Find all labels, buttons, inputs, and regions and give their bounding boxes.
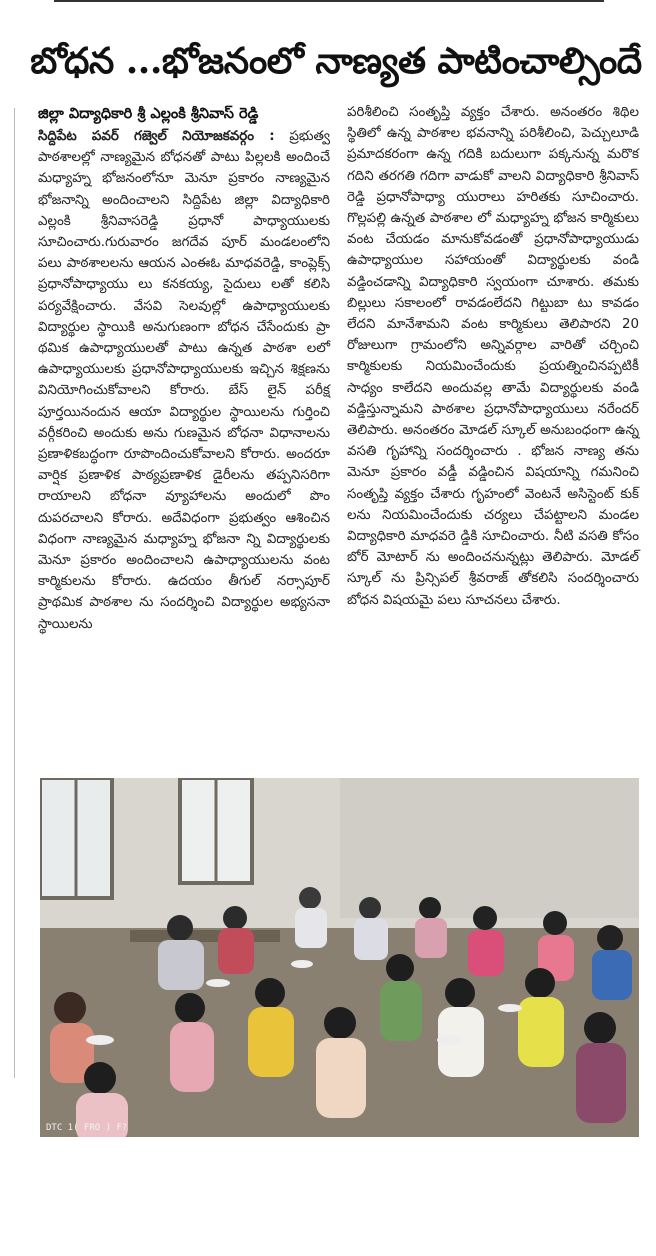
- dateline: సిద్దిపేట పవర్ గజ్వెల్ నియోజకవర్గం :: [38, 129, 275, 144]
- photo-illustration: [40, 778, 639, 1137]
- news-photo-students-eating-lunch: [40, 778, 639, 1137]
- photo-timestamp: DTC 1( FRO ) F?: [46, 1123, 128, 1133]
- article-body-left: [38, 126, 330, 635]
- left-margin-rule: [14, 108, 15, 1078]
- article-column-left: [38, 102, 330, 635]
- headline: బోధన ...భోజనంలో నాణ్యత పాటించాల్సిందే: [30, 40, 642, 82]
- top-rule: [54, 0, 604, 2]
- body-text-right: పరిశీలించి సంతృప్తి వ్యక్తం చేశారు. అనంతరం శిథిల స్థితిలో ఉన్న పాఠశాల భవనాన్ని పరిశీలించి, పెచ్చులూడి ప్రమాదకరంగా ఉన్న గదికి బదులుగా పక్కనున్న మరొక గదిని తరగతి గదిగా వాడుకో వాలని విద్యాధికారి శ్రీనివాస్ రెడ్డి ప్రధానోపాధ్యా యురాలు హరితకు సూచించారు. గొల్లపల్లి ఉన్నత పాఠశాల లో మధ్యాహ్న భోజన కార్మికులు వంట చేయడం మానుకోవడంతో ప్రధానోపాధ్యాయుడు ఉపాధ్యాయుల సహాయంతో విద్యార్థులకు వండి వడ్డించడాన్ని విద్యాధికారి స్వయంగా చూశారు. తమకు బిల్లులు సకాలంలో రావడంలేదని గిట్టుబా టు కావడం లేదని మానేశామని వంట కార్మికులు తెలిపారని 20 రోజులుగా గ్రామంలోని అన్నివర్గాల వారితో చర్చించి కార్మికులకు నియమించేందుకు ప్రయత్నించినప్పటికీ సాధ్యం కాలేదని అందువల్ల తామే విద్యార్థులకు వండి వడ్డిస్తున్నామని పాఠశాల ప్రధానోపాధ్యాయులు నరేందర్ తెలిపారు. అనంతరం మోడల్ స్కూల్ అనుబంధంగా ఉన్న వసతి గృహాన్ని సందర్శించారు . భోజన నాణ్య తను మెనూ ప్రకారం వడ్డీ వడ్డించిన విషయాన్ని గమనించి సంతృప్తి వ్యక్తం చేశారు గృహంలో వెంటనే అసిస్టెంట్ కుక్ లను నియమించేందుకు చర్యలు చేపట్టాలని మండల విద్యాధికారి మాధవరె డ్డికి సూచించారు. నీటి వసతి కోసం బోర్ మోటార్ ను అందించనున్నట్లు తెలిపారు. మోడల్ స్కూల్ ను ప్రిన్సిపల్ శ్రీవరాజ్ తోకలిసి సందర్శించారు బోధన విషయమై పలు సూచనలు చేశారు.: [347, 105, 639, 608]
- body-text-left: ప్రభుత్వ పాఠశాలల్లో నాణ్యమైన బోధనతో పాటు పిల్లలకి అందించే మధ్యాహ్న భోజనంలోనూ మెనూ ప్రకారం నాణ్యమైన భోజనాన్ని అందించాలని సిద్దిపేట జిల్లా విద్యాధికారి ఎల్లంకి శ్రీనివాసరెడ్డి ప్రధానో పాధ్యాయులకు సూచించారు.గురువారం జగదేవ పూర్ మండలంలోని పలు పాఠశాలలను ఆయన ఎంఈఓ మాధవరెడ్డి, కాంప్లెక్స్ ప్రధానోపాధ్యాయు లు కనకయ్య, సైదులు లతో కలిసి పర్యవేక్షించారు. వేసవి సెలవుల్లో ఉపాధ్యాయులకు విద్యార్థుల స్థాయికి అనుగుణంగా బోధన చేసేందుకు ప్రా థమిక ఉపాధ్యాయులతో పాటు ఉన్నత పాఠశా లలో ఉపాధ్యాయులకు ప్రధానోపాధ్యాయులకు ఇచ్చిన శిక్షణను వినియోగించుకోవాలని కోరారు. బేస్ లైన్ పరీక్ష పూర్తయినందున ఆయా విద్యార్థుల స్థాయిలను గుర్తించి వర్గీకరించి అందుకు అను గుణమైన బోధనా విధానాలను ప్రణాళికబద్ధంగా రూపొందించుకోవాలని కోరారు. అందరూ వార్షిక ప్రణాళిక పాఠ్యప్రణాళిక డైరీలను తప్పనిసరిగా రాయాలని బోధనా వ్యూహాలను అందులో పొం దుపరచాలని కోరారు. అదేవిధంగా ప్రభుత్వం ఆశించిన విధంగా నాణ్యమైన మధ్యాహ్న భోజనా న్ని విద్యార్థులకు మెనూ ప్రకారం అందించాలని ఉపాధ్యాయులను వంట కార్మికులను కోరారు. ఉదయం తీగుల్ నర్సాపూర్ ప్రాథమిక పాఠశాల ను సందర్శించి విద్యార్థుల అభ్యసనా స్థాయిలను: [38, 129, 330, 632]
- byline: జిల్లా విద్యాధికారి శ్రీ ఎల్లంకి శ్రీనివాస్ రెడ్డి: [38, 106, 259, 122]
- article-column-right: [347, 102, 639, 611]
